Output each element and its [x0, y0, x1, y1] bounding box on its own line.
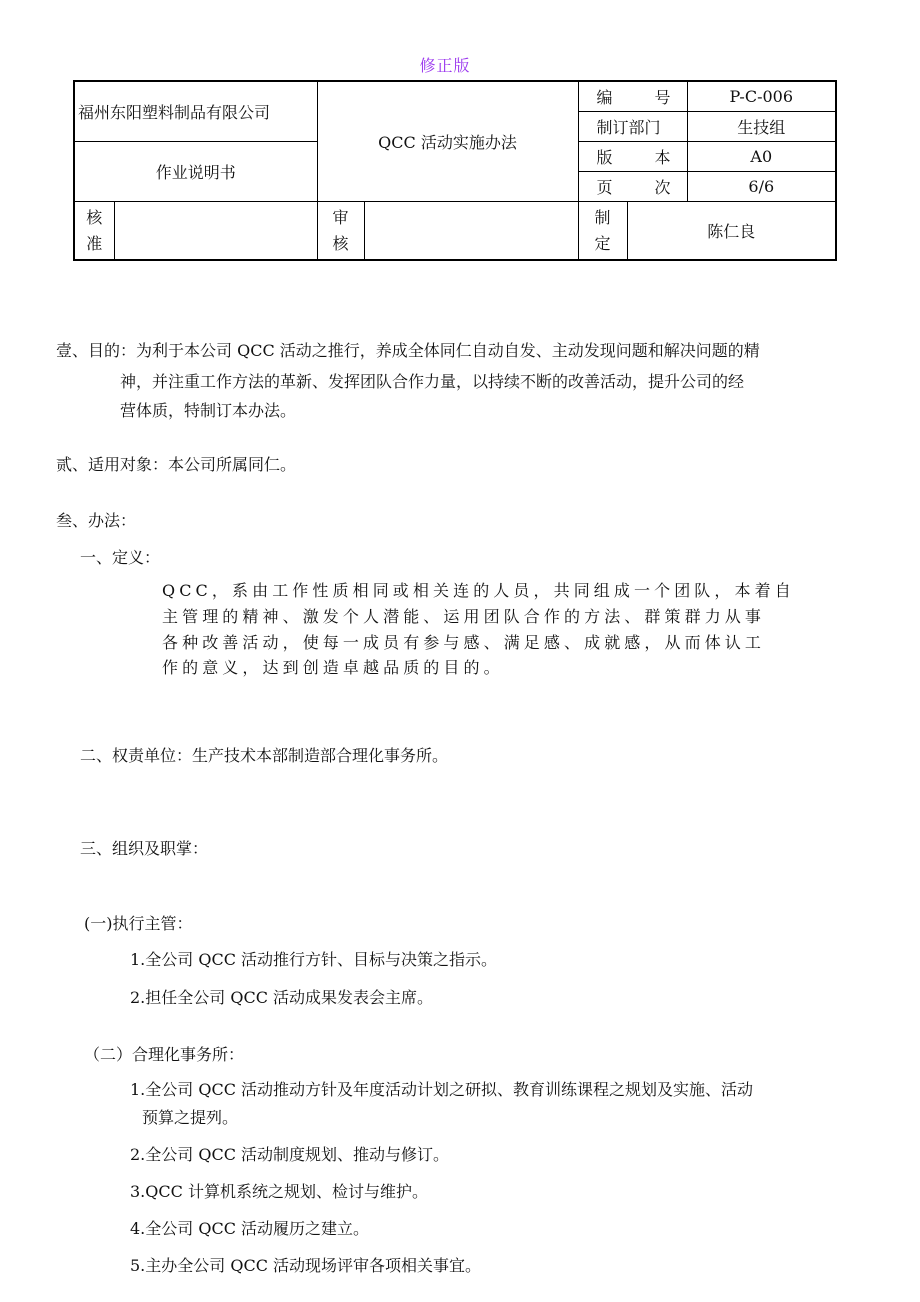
document-title: QCC 活动实施办法 — [317, 81, 578, 202]
organization-heading: 三、组织及职掌： — [80, 839, 209, 858]
office-item-3: 3.QCC 计算机系统之规划、检讨与维护。 — [130, 1182, 428, 1201]
revision-label: 修正版 — [419, 56, 471, 75]
field-label-department: 制订部门 — [578, 111, 687, 141]
field-label-page: 页 次 — [578, 171, 687, 201]
field-label-number: 编 号 — [578, 81, 687, 111]
document-type: 作业说明书 — [74, 141, 317, 201]
company-name: 福州东阳塑料制品有限公司 — [74, 81, 317, 141]
office-item-2: 2.全公司 QCC 活动制度规划、推动与修订。 — [130, 1145, 450, 1164]
field-value-department: 生技组 — [687, 111, 836, 141]
office-heading: （二）合理化事务所： — [84, 1045, 245, 1064]
exec-item-2: 2.担任全公司 QCC 活动成果发表会主席。 — [130, 988, 434, 1007]
document-header-table — [73, 80, 837, 261]
exec-item-1: 1.全公司 QCC 活动推行方针、目标与决策之指示。 — [130, 950, 498, 969]
purpose-line-3: 营体质，特制订本办法。 — [120, 401, 297, 420]
definition-heading: 一、定义： — [80, 548, 161, 567]
review-label: 审 核 — [317, 202, 364, 260]
prepare-label: 制 定 — [578, 202, 627, 260]
purpose-line-2: 神，并注重工作方法的革新、发挥团队合作力量，以持续不断的改善活动，提升公司的经 — [120, 372, 745, 391]
definition-line-4: 作的意义，达到创造卓越品质的目的。 — [162, 658, 504, 677]
purpose-line-1: 壹、目的：为利于本公司 QCC 活动之推行，养成全体同仁自动自发、主动发现问题和解决问题的精 — [56, 341, 760, 360]
method-heading: 叁、办法： — [56, 511, 137, 530]
approve-value — [114, 202, 317, 260]
office-item-5: 5.主办全公司 QCC 活动现场评审各项相关事宜。 — [130, 1256, 482, 1275]
review-value — [364, 202, 578, 260]
office-item-1-line-2: 预算之提列。 — [142, 1108, 239, 1127]
field-label-version: 版 本 — [578, 141, 687, 171]
field-value-version: A0 — [687, 141, 836, 171]
prepare-value: 陈仁良 — [627, 202, 836, 260]
exec-heading: (一)执行主管： — [84, 914, 193, 933]
field-value-page: 6/6 — [687, 171, 836, 201]
responsible-unit: 二、权责单位：生产技术本部制造部合理化事务所。 — [80, 746, 449, 765]
definition-line-2: 主管理的精神、激发个人潜能、运用团队合作的方法、群策群力从事 — [162, 607, 766, 626]
field-value-number: P-C-006 — [687, 81, 836, 111]
office-item-1-line-1: 1.全公司 QCC 活动推动方针及年度活动计划之研拟、教育训练课程之规划及实施、活动 — [130, 1080, 754, 1099]
approve-label: 核 准 — [74, 202, 114, 260]
scope-section: 贰、适用对象：本公司所属同仁。 — [56, 455, 297, 474]
definition-line-3: 各种改善活动，使每一成员有参与感、满足感、成就感，从而体认工 — [162, 633, 766, 652]
office-item-4: 4.全公司 QCC 活动履历之建立。 — [130, 1219, 370, 1238]
definition-line-1: QCC，系由工作性质相同或相关连的人员，共同组成一个团队，本着自 — [162, 581, 795, 600]
